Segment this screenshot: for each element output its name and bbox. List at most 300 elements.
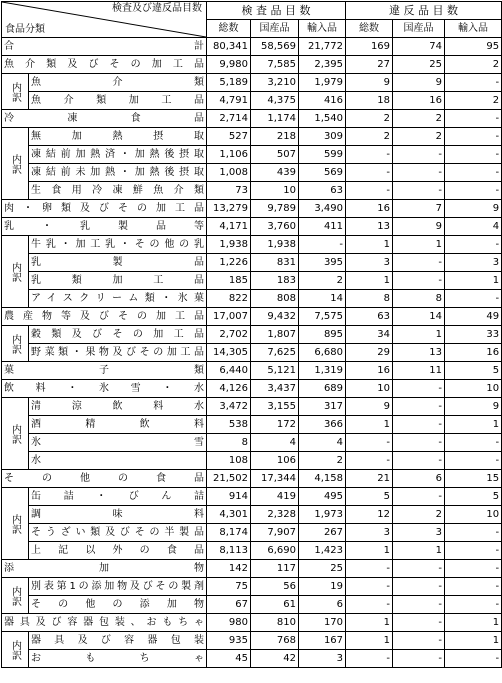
row-label: 魚 介 類 [29, 74, 207, 92]
table-row [2, 596, 502, 614]
row-label: そ の 他 の 食 品 [2, 470, 207, 488]
table-row [2, 200, 502, 218]
inspect-total-cell: 8,113 [207, 542, 251, 560]
violate-total-cell: 1 [346, 614, 393, 632]
violate-domestic-cell: 6 [393, 470, 445, 488]
violate-domestic-cell: - [393, 434, 445, 452]
violate-domestic-cell: 74 [393, 38, 445, 56]
violate-total-cell: 1 [346, 416, 393, 434]
violate-import-cell: - [445, 128, 502, 146]
table-row [2, 344, 502, 362]
violate-domestic-cell: - [393, 560, 445, 578]
violate-domestic-cell: 2 [393, 110, 445, 128]
violate-import-cell: - [445, 434, 502, 452]
violate-total-cell: 18 [346, 92, 393, 110]
violate-domestic-cell: 1 [393, 236, 445, 254]
inspect-total-cell: 2,702 [207, 326, 251, 344]
table-row [2, 326, 502, 344]
violate-total-cell: 21 [346, 470, 393, 488]
violate-total-cell: 169 [346, 38, 393, 56]
uchi-group-label: 内訳 [2, 398, 29, 470]
inspect-import-cell: 19 [299, 578, 346, 596]
violate-domestic-cell: - [393, 380, 445, 398]
uchi-group-label: 内訳 [2, 236, 29, 308]
inspect-total-cell: 185 [207, 272, 251, 290]
row-label: 乳 製 品 [29, 254, 207, 272]
violate-import-cell: 95 [445, 38, 502, 56]
inspect-domestic-cell: 42 [251, 650, 299, 668]
row-label: そ の 他 の 添 加 物 [29, 596, 207, 614]
violate-total-cell: 12 [346, 506, 393, 524]
violate-import-cell: - [445, 578, 502, 596]
violate-import-cell: - [445, 110, 502, 128]
violate-domestic-cell: - [393, 650, 445, 668]
row-label: 凍結前加熱済・加熱後摂取 [29, 146, 207, 164]
inspect-import-cell: 1,319 [299, 362, 346, 380]
inspect-import-cell: 1,979 [299, 74, 346, 92]
inspect-domestic-cell: 9,432 [251, 308, 299, 326]
inspect-total-cell: 14,305 [207, 344, 251, 362]
violate-import-cell: - [445, 164, 502, 182]
inspect-total-cell: 935 [207, 632, 251, 650]
table-row [2, 578, 502, 596]
violate-import-cell: - [445, 596, 502, 614]
corner-top-label: 検査及び違反品目数 [112, 3, 202, 14]
inspect-domestic-cell: 106 [251, 452, 299, 470]
inspect-domestic-cell: 6,690 [251, 542, 299, 560]
violate-domestic-cell: 2 [393, 506, 445, 524]
inspect-total-cell: 6,440 [207, 362, 251, 380]
violate-import-cell: - [445, 452, 502, 470]
inspect-total-cell: 822 [207, 290, 251, 308]
inspect-total-cell: 1,106 [207, 146, 251, 164]
violate-total-cell: 3 [346, 524, 393, 542]
violate-total-cell: 63 [346, 308, 393, 326]
subheader-inspect-import: 輸入品 [299, 20, 346, 38]
violate-import-cell: - [445, 236, 502, 254]
table-row [2, 74, 502, 92]
inspect-total-cell: 8,174 [207, 524, 251, 542]
inspect-domestic-cell: 183 [251, 272, 299, 290]
row-label: 缶 詰 ・ び ん 詰 [29, 488, 207, 506]
inspect-import-cell: 366 [299, 416, 346, 434]
violate-domestic-cell: - [393, 164, 445, 182]
violate-domestic-cell: 1 [393, 326, 445, 344]
table-row [2, 488, 502, 506]
violate-total-cell: - [346, 578, 393, 596]
inspect-domestic-cell: 3,155 [251, 398, 299, 416]
inspect-domestic-cell: 56 [251, 578, 299, 596]
inspect-total-cell: 17,007 [207, 308, 251, 326]
violate-total-cell: - [346, 596, 393, 614]
violate-total-cell: 16 [346, 200, 393, 218]
violate-import-cell: 2 [445, 92, 502, 110]
violate-total-cell: - [346, 452, 393, 470]
inspect-total-cell: 75 [207, 578, 251, 596]
inspect-header: 検 査 品 目 数 [207, 2, 346, 20]
violate-import-cell: 3 [445, 254, 502, 272]
violate-import-cell: 5 [445, 362, 502, 380]
violate-domestic-cell: - [393, 182, 445, 200]
row-label: 清 涼 飲 料 水 [29, 398, 207, 416]
row-label: 器具及び容器包装、おもちゃ [2, 614, 207, 632]
violate-domestic-cell: - [393, 578, 445, 596]
violate-total-cell: 27 [346, 56, 393, 74]
table-row [2, 56, 502, 74]
table-row [2, 434, 502, 452]
inspect-domestic-cell: 808 [251, 290, 299, 308]
inspect-total-cell: 1,938 [207, 236, 251, 254]
inspect-domestic-cell: 439 [251, 164, 299, 182]
violate-total-cell: - [346, 182, 393, 200]
violate-total-cell: 9 [346, 398, 393, 416]
violate-import-cell: - [445, 560, 502, 578]
inspect-import-cell: 2,395 [299, 56, 346, 74]
inspection-table [1, 1, 502, 668]
violate-import-cell: 1 [445, 416, 502, 434]
violate-domestic-cell: - [393, 398, 445, 416]
inspect-import-cell: 3,490 [299, 200, 346, 218]
row-label: 水 [29, 452, 207, 470]
corner-header [2, 2, 207, 38]
violate-domestic-cell: - [393, 416, 445, 434]
violate-import-cell: - [445, 74, 502, 92]
inspect-domestic-cell: 768 [251, 632, 299, 650]
inspect-total-cell: 108 [207, 452, 251, 470]
inspect-import-cell: 21,772 [299, 38, 346, 56]
violate-import-cell: 9 [445, 200, 502, 218]
inspect-domestic-cell: 4 [251, 434, 299, 452]
inspect-import-cell: 569 [299, 164, 346, 182]
row-label: 氷 雪 [29, 434, 207, 452]
table-row [2, 308, 502, 326]
inspect-import-cell: 25 [299, 560, 346, 578]
inspect-total-cell: 4,301 [207, 506, 251, 524]
violate-import-cell: 15 [445, 470, 502, 488]
table-row [2, 146, 502, 164]
inspect-import-cell: 895 [299, 326, 346, 344]
inspect-total-cell: 45 [207, 650, 251, 668]
inspect-total-cell: 13,279 [207, 200, 251, 218]
subheader-inspect-total: 総数 [207, 20, 251, 38]
inspect-total-cell: 67 [207, 596, 251, 614]
inspect-total-cell: 8 [207, 434, 251, 452]
row-label: 冷 凍 食 品 [2, 110, 207, 128]
inspect-total-cell: 4,171 [207, 218, 251, 236]
violate-total-cell: 1 [346, 632, 393, 650]
table-row [2, 470, 502, 488]
row-label: アイスクリーム類・氷菓 [29, 290, 207, 308]
inspect-import-cell: 495 [299, 488, 346, 506]
violate-import-cell: - [445, 650, 502, 668]
violate-total-cell: - [346, 146, 393, 164]
violate-import-cell: 49 [445, 308, 502, 326]
row-label: 農産物等及びその加工品 [2, 308, 207, 326]
uchi-group-label: 内訳 [2, 632, 29, 668]
row-label: 生食用冷凍鮮魚介類 [29, 182, 207, 200]
inspect-domestic-cell: 218 [251, 128, 299, 146]
inspect-import-cell: 14 [299, 290, 346, 308]
table-row [2, 650, 502, 668]
table-row [2, 254, 502, 272]
inspect-total-cell: 9,980 [207, 56, 251, 74]
table-row [2, 362, 502, 380]
inspect-import-cell: 6 [299, 596, 346, 614]
table-row [2, 452, 502, 470]
table-row [2, 614, 502, 632]
violate-total-cell: 10 [346, 380, 393, 398]
uchi-group-label: 内訳 [2, 74, 29, 110]
violate-domestic-cell: - [393, 272, 445, 290]
table-row [2, 164, 502, 182]
violate-total-cell: 13 [346, 218, 393, 236]
inspect-total-cell: 2,714 [207, 110, 251, 128]
violate-import-cell: - [445, 290, 502, 308]
inspect-total-cell: 1,226 [207, 254, 251, 272]
table-row [2, 38, 502, 56]
table-row [2, 272, 502, 290]
violate-import-cell: 2 [445, 56, 502, 74]
subheader-violate-domestic: 国産品 [393, 20, 445, 38]
row-label: 調 味 料 [29, 506, 207, 524]
violate-domestic-cell: - [393, 632, 445, 650]
violate-domestic-cell: 3 [393, 524, 445, 542]
inspect-domestic-cell: 419 [251, 488, 299, 506]
inspect-total-cell: 980 [207, 614, 251, 632]
row-label: 野菜類・果物及びその加工品 [29, 344, 207, 362]
violate-domestic-cell: 16 [393, 92, 445, 110]
violate-import-cell: 10 [445, 380, 502, 398]
violate-import-cell: - [445, 542, 502, 560]
inspect-import-cell: 3 [299, 650, 346, 668]
inspect-domestic-cell: 3,437 [251, 380, 299, 398]
inspect-domestic-cell: 7,907 [251, 524, 299, 542]
subheader-inspect-domestic: 国産品 [251, 20, 299, 38]
inspect-total-cell: 1,008 [207, 164, 251, 182]
violate-domestic-cell: 14 [393, 308, 445, 326]
violate-import-cell: 16 [445, 344, 502, 362]
table-row [2, 92, 502, 110]
row-label: 乳 類 加 工 品 [29, 272, 207, 290]
violate-import-cell: 9 [445, 398, 502, 416]
violate-total-cell: 2 [346, 128, 393, 146]
violate-domestic-cell: 8 [393, 290, 445, 308]
inspect-domestic-cell: 3,210 [251, 74, 299, 92]
violate-import-cell: - [445, 524, 502, 542]
violate-domestic-cell: 9 [393, 218, 445, 236]
inspect-import-cell: 689 [299, 380, 346, 398]
inspect-import-cell: 267 [299, 524, 346, 542]
violate-import-cell: 1 [445, 614, 502, 632]
inspect-total-cell: 5,189 [207, 74, 251, 92]
row-label: そうざい類及びその半製品 [29, 524, 207, 542]
violate-import-cell: 33 [445, 326, 502, 344]
inspect-domestic-cell: 117 [251, 560, 299, 578]
violate-total-cell: 5 [346, 488, 393, 506]
row-label: 無 加 熱 摂 取 [29, 128, 207, 146]
inspect-import-cell: 411 [299, 218, 346, 236]
violate-total-cell: 29 [346, 344, 393, 362]
violate-total-cell: 1 [346, 542, 393, 560]
row-label: 飲 料 ・ 氷 雪 ・ 水 [2, 380, 207, 398]
inspect-total-cell: 80,341 [207, 38, 251, 56]
violate-import-cell: 4 [445, 218, 502, 236]
inspect-domestic-cell: 1,807 [251, 326, 299, 344]
inspect-import-cell: 1,973 [299, 506, 346, 524]
inspect-domestic-cell: 507 [251, 146, 299, 164]
inspect-import-cell: 170 [299, 614, 346, 632]
inspect-domestic-cell: 10 [251, 182, 299, 200]
inspect-import-cell: 167 [299, 632, 346, 650]
table-row [2, 110, 502, 128]
table-row [2, 542, 502, 560]
table-row [2, 398, 502, 416]
inspect-total-cell: 527 [207, 128, 251, 146]
inspect-domestic-cell: 3,760 [251, 218, 299, 236]
table-row [2, 632, 502, 650]
inspect-import-cell: 1,540 [299, 110, 346, 128]
violate-total-cell: - [346, 164, 393, 182]
violate-import-cell: 10 [445, 506, 502, 524]
violate-total-cell: - [346, 650, 393, 668]
inspect-import-cell: 7,575 [299, 308, 346, 326]
violate-total-cell: 34 [346, 326, 393, 344]
inspect-import-cell: 2 [299, 452, 346, 470]
inspect-total-cell: 4,126 [207, 380, 251, 398]
violate-domestic-cell: 25 [393, 56, 445, 74]
uchi-group-label: 内訳 [2, 488, 29, 560]
row-label: 別表第1の添加物及びその製剤 [29, 578, 207, 596]
header-row-top [2, 2, 502, 20]
inspect-total-cell: 3,472 [207, 398, 251, 416]
violate-domestic-cell: 1 [393, 542, 445, 560]
inspect-import-cell: 4 [299, 434, 346, 452]
table-row [2, 128, 502, 146]
row-label: 添 加 物 [2, 560, 207, 578]
violate-total-cell: 1 [346, 236, 393, 254]
inspect-import-cell: 395 [299, 254, 346, 272]
violate-total-cell: 16 [346, 362, 393, 380]
inspect-domestic-cell: 2,328 [251, 506, 299, 524]
uchi-group-label: 内訳 [2, 578, 29, 614]
uchi-group-label: 内訳 [2, 326, 29, 362]
row-label: 合 計 [2, 38, 207, 56]
violate-domestic-cell: 2 [393, 128, 445, 146]
violate-total-cell: 3 [346, 254, 393, 272]
table-body [2, 2, 502, 668]
row-label: お も ち ゃ [29, 650, 207, 668]
inspect-domestic-cell: 61 [251, 596, 299, 614]
violate-total-cell: - [346, 434, 393, 452]
inspect-import-cell: 63 [299, 182, 346, 200]
table-row [2, 290, 502, 308]
row-label: 乳 ・ 乳 製 品 等 [2, 218, 207, 236]
row-label: 魚介類及びその加工品 [2, 56, 207, 74]
inspect-import-cell: 4,158 [299, 470, 346, 488]
violate-domestic-cell: - [393, 614, 445, 632]
table-row [2, 524, 502, 542]
violate-total-cell: - [346, 560, 393, 578]
inspect-domestic-cell: 5,121 [251, 362, 299, 380]
row-label: 魚 介 類 加 工 品 [29, 92, 207, 110]
violate-domestic-cell: 11 [393, 362, 445, 380]
inspect-total-cell: 21,502 [207, 470, 251, 488]
inspect-domestic-cell: 831 [251, 254, 299, 272]
inspect-import-cell: 6,680 [299, 344, 346, 362]
row-label: 牛乳・加工乳・その他の乳 [29, 236, 207, 254]
uchi-group-label: 内訳 [2, 128, 29, 200]
violate-total-cell: 9 [346, 74, 393, 92]
row-label: 穀類及びその加工品 [29, 326, 207, 344]
violate-domestic-cell: - [393, 146, 445, 164]
violate-import-cell: 5 [445, 488, 502, 506]
inspect-domestic-cell: 810 [251, 614, 299, 632]
inspect-domestic-cell: 1,938 [251, 236, 299, 254]
table-row [2, 182, 502, 200]
inspect-domestic-cell: 7,625 [251, 344, 299, 362]
inspect-domestic-cell: 7,585 [251, 56, 299, 74]
row-label: 酒 精 飲 料 [29, 416, 207, 434]
inspect-total-cell: 142 [207, 560, 251, 578]
inspect-import-cell: - [299, 236, 346, 254]
inspect-domestic-cell: 58,569 [251, 38, 299, 56]
inspect-import-cell: 599 [299, 146, 346, 164]
table-row [2, 560, 502, 578]
inspect-import-cell: 2 [299, 272, 346, 290]
violate-domestic-cell: 7 [393, 200, 445, 218]
inspect-import-cell: 309 [299, 128, 346, 146]
table-row [2, 380, 502, 398]
violate-domestic-cell: - [393, 596, 445, 614]
inspect-import-cell: 317 [299, 398, 346, 416]
row-label: 肉・卵類及びその加工品 [2, 200, 207, 218]
row-label: 上 記 以 外 の 食 品 [29, 542, 207, 560]
violate-domestic-cell: - [393, 254, 445, 272]
violate-import-cell: 1 [445, 632, 502, 650]
violate-header: 違 反 品 目 数 [346, 2, 502, 20]
table-row [2, 506, 502, 524]
inspect-domestic-cell: 172 [251, 416, 299, 434]
inspect-domestic-cell: 17,344 [251, 470, 299, 488]
inspect-import-cell: 1,423 [299, 542, 346, 560]
inspect-total-cell: 914 [207, 488, 251, 506]
violate-import-cell: - [445, 146, 502, 164]
violate-import-cell: 1 [445, 272, 502, 290]
table-row [2, 236, 502, 254]
violate-total-cell: 1 [346, 272, 393, 290]
inspect-import-cell: 416 [299, 92, 346, 110]
subheader-violate-total: 総数 [346, 20, 393, 38]
violate-total-cell: 2 [346, 110, 393, 128]
violate-import-cell: - [445, 182, 502, 200]
inspect-domestic-cell: 1,174 [251, 110, 299, 128]
table-row [2, 218, 502, 236]
violate-domestic-cell: - [393, 452, 445, 470]
violate-total-cell: 8 [346, 290, 393, 308]
inspect-total-cell: 4,791 [207, 92, 251, 110]
table-row [2, 416, 502, 434]
inspect-total-cell: 538 [207, 416, 251, 434]
subheader-violate-import: 輸入品 [445, 20, 502, 38]
row-label: 菓 子 類 [2, 362, 207, 380]
inspect-total-cell: 73 [207, 182, 251, 200]
violate-domestic-cell: - [393, 488, 445, 506]
inspect-domestic-cell: 4,375 [251, 92, 299, 110]
violate-domestic-cell: 9 [393, 74, 445, 92]
corner-bottom-label: 食品分類 [5, 24, 45, 35]
row-label: 凍結前未加熱・加熱後摂取 [29, 164, 207, 182]
violate-domestic-cell: 13 [393, 344, 445, 362]
